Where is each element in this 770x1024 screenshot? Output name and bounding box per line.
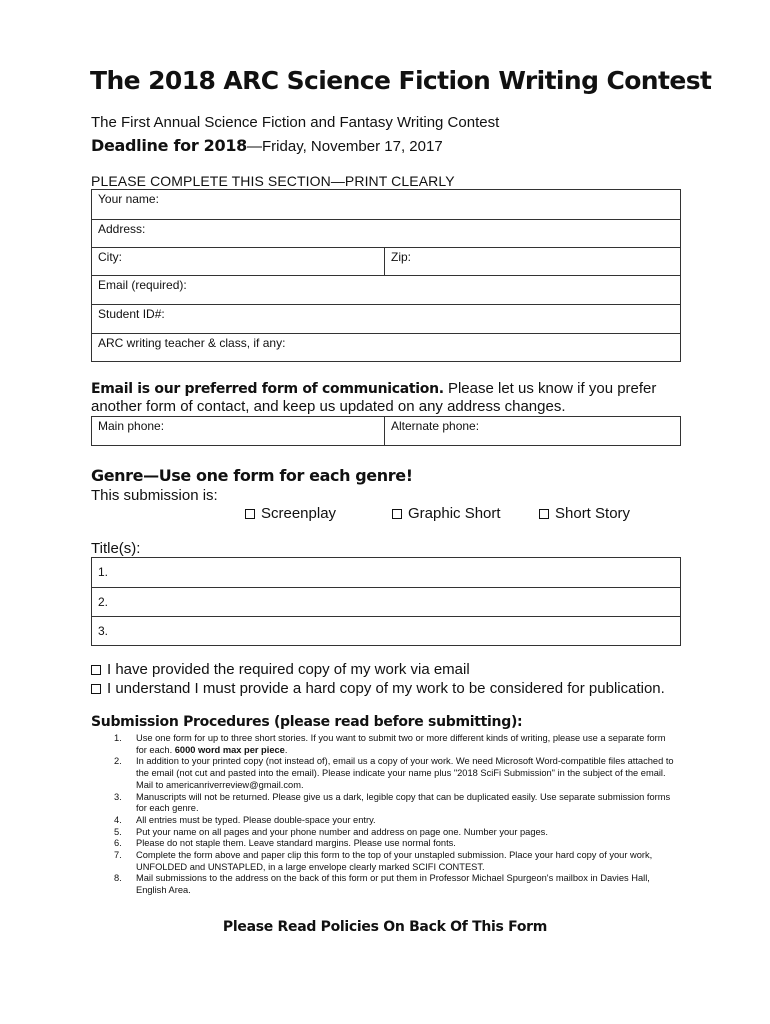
- page-title: The 2018 ARC Science Fiction Writing Contest: [90, 66, 712, 95]
- procedures-list: [114, 733, 674, 897]
- teacher-field[interactable]: [92, 333, 680, 362]
- page-subtitle: The First Annual Science Fiction and Fantasy Writing Contest: [91, 114, 500, 131]
- list-item: [114, 873, 674, 896]
- list-item-text: Complete the form above and paper clip this form to the top of your unstapled submission. Place your hard copy of your work, UNFOLDED and UNSTAPLED, in a large envelope clearly marked SCIFI CONTEST.: [136, 850, 653, 872]
- title-row-number: 1.: [98, 565, 109, 579]
- city-field[interactable]: [92, 248, 384, 276]
- genre-option-graphic-short[interactable]: [392, 505, 501, 522]
- city-zip-row: [92, 247, 680, 276]
- checkbox-icon[interactable]: [539, 509, 549, 519]
- list-item-number: 3.: [114, 791, 122, 802]
- list-item-number: 7.: [114, 850, 122, 861]
- list-item-bold: 6000 word max per piece: [174, 744, 285, 755]
- list-item-number: 8.: [114, 873, 122, 884]
- communication-note-bold: Email is our preferred form of communication.: [91, 381, 444, 397]
- confirm-hard-copy[interactable]: [91, 680, 665, 697]
- confirm-email-copy[interactable]: [91, 661, 470, 678]
- checkbox-icon[interactable]: [91, 684, 101, 694]
- name-field[interactable]: [92, 190, 680, 219]
- list-item: [114, 827, 674, 839]
- list-item-number: 5.: [114, 826, 122, 837]
- checkbox-icon[interactable]: [245, 509, 255, 519]
- main-phone-label: Main phone:: [98, 419, 165, 433]
- list-item-number: 4.: [114, 814, 122, 825]
- genre-intro: This submission is:: [91, 487, 218, 504]
- communication-note: [91, 380, 691, 416]
- confirm-hard-copy-label: I understand I must provide a hard copy of my work to be considered for publication.: [107, 680, 665, 697]
- alt-phone-label: Alternate phone:: [391, 419, 480, 433]
- title-row[interactable]: [92, 558, 680, 587]
- list-item-text-after: .: [284, 744, 288, 755]
- deadline: [91, 136, 443, 155]
- address-field[interactable]: [92, 219, 680, 248]
- list-item-text: Use one form for up to three short stories. If you want to submit two or more different kinds of writing, please use a separate form for each.: [136, 733, 666, 755]
- checkbox-icon[interactable]: [392, 509, 402, 519]
- list-item-text: Manuscripts will not be returned. Please give us a dark, legible copy that can be duplicated easily. Use separate submission forms for each genre.: [136, 791, 671, 814]
- email-field-label: Email (required):: [98, 278, 187, 292]
- city-field-label: City:: [98, 250, 122, 264]
- address-field-label: Address:: [98, 222, 146, 236]
- main-phone-field[interactable]: [92, 417, 384, 445]
- zip-field[interactable]: [385, 248, 680, 276]
- list-item: [114, 850, 674, 873]
- contact-info-box: [91, 189, 681, 362]
- genre-option-label: Screenplay: [261, 505, 337, 522]
- titles-heading: Title(s):: [91, 540, 141, 557]
- title-row[interactable]: [92, 616, 680, 645]
- procedures-heading: Submission Procedures (please read before submitting):: [91, 714, 523, 730]
- title-row-number: 3.: [98, 624, 109, 638]
- title-row-number: 2.: [98, 595, 109, 609]
- name-field-label: Your name:: [98, 192, 159, 206]
- confirm-email-copy-label: I have provided the required copy of my work via email: [107, 661, 470, 678]
- list-item-text: In addition to your printed copy (not instead of), email us a copy of your work. We need Microsoft Word-compatible files attached to the email (not cut and pasted into the email). Please indicate your name plus "2018 SciFi Submission" in the subject of the email. Mail to americanriverreview@gmail.com.: [136, 756, 674, 790]
- list-item: [114, 838, 674, 850]
- list-item-text: Please do not staple them. Leave standard margins. Please use normal fonts.: [136, 838, 456, 849]
- genre-option-short-story[interactable]: [539, 505, 630, 522]
- student-id-field[interactable]: [92, 304, 680, 333]
- genre-option-label: Graphic Short: [408, 505, 501, 522]
- titles-box: [91, 557, 681, 646]
- list-item-number: 6.: [114, 838, 122, 849]
- list-item: [114, 815, 674, 827]
- list-item-text: All entries must be typed. Please double-space your entry.: [136, 814, 376, 825]
- zip-field-label: Zip:: [391, 250, 412, 264]
- alt-phone-field[interactable]: [385, 417, 680, 445]
- communication-note-text: Please let us know if you prefer another form of contact, and keep us updated on any address changes.: [91, 380, 657, 415]
- list-item: [114, 792, 674, 815]
- genre-option-screenplay[interactable]: [245, 505, 336, 522]
- list-item-text: Put your name on all pages and your phone number and address on page one. Number your pages.: [136, 826, 548, 837]
- list-item: [114, 756, 674, 791]
- list-item-number: 1.: [114, 733, 122, 743]
- contact-section-heading: PLEASE COMPLETE THIS SECTION—PRINT CLEARLY: [91, 173, 455, 189]
- list-item-number: 2.: [114, 756, 122, 767]
- genre-option-label: Short Story: [555, 505, 631, 522]
- checkbox-icon[interactable]: [91, 665, 101, 675]
- student-id-field-label: Student ID#:: [98, 307, 165, 321]
- deadline-date: —Friday, November 17, 2017: [247, 138, 443, 155]
- title-row[interactable]: [92, 587, 680, 616]
- list-item-text: Mail submissions to the address on the back of this form or put them in Professor Michael Spurgeon's mailbox in Davies Hall, English Area.: [136, 873, 650, 896]
- footer-note: Please Read Policies On Back Of This Form: [222, 919, 548, 935]
- list-item: [114, 733, 674, 756]
- genre-heading: Genre—Use one form for each genre!: [91, 466, 413, 485]
- teacher-field-label: ARC writing teacher & class, if any:: [98, 336, 286, 350]
- deadline-label: Deadline for 2018: [91, 136, 248, 155]
- phone-box: [91, 416, 681, 446]
- email-field[interactable]: [92, 275, 680, 305]
